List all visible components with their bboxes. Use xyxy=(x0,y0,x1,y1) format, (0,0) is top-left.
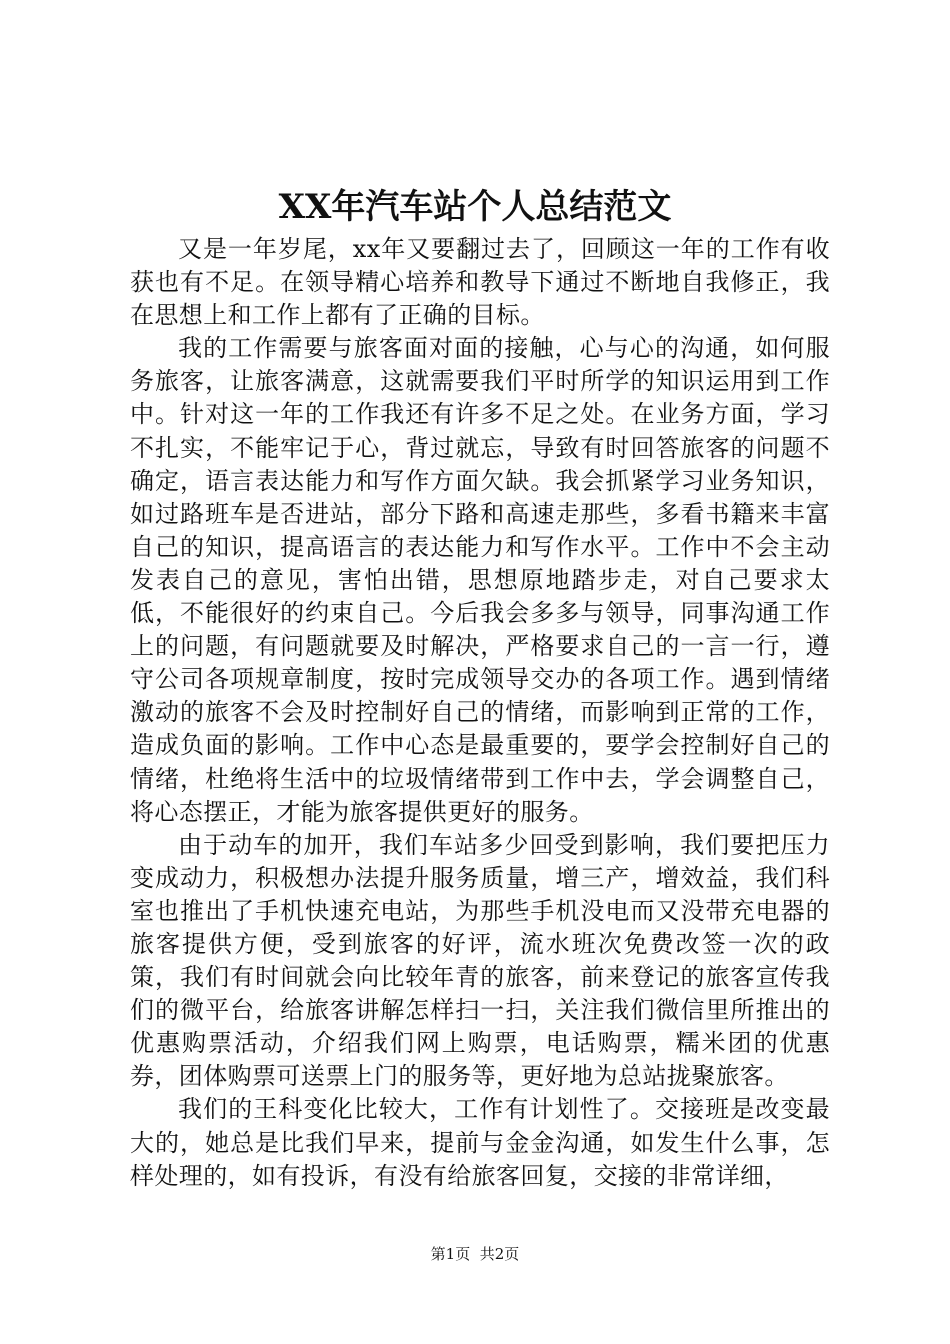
paragraph-3: 由于动车的加开，我们车站多少回受到影响，我们要把压力变成动力，积极想办法提升服务质量，增三产，增效益，我们科室也推出了手机快速充电站，为那些手机没电而又没带充电器的旅客提供方便，受到旅客的好评，流水班次免费改签一次的政策，我们有时间就会向比较年青的旅客，前来登记的旅客宣传我们的微平台，给旅客讲解怎样扫一扫，关注我们微信里所推出的优惠购票活动，介绍我们网上购票，电话购票，糯米团的优惠券，团体购票可送票上门的服务等，更好地为总站拢聚旅客。 xyxy=(130,830,830,1091)
footer-spacer xyxy=(470,1245,480,1263)
document-title: XX年汽车站个人总结范文 xyxy=(278,187,672,227)
paragraph-4: 我们的王科变化比较大，工作有计划性了。交接班是改变最大的，她总是比我们早来，提前与金金沟通，如发生什么事，怎样处理的，如有投诉，有没有给旅客回复，交接的非常详细， xyxy=(130,1095,830,1190)
page-total: 共2页 xyxy=(479,1245,520,1263)
paragraph-2: 我的工作需要与旅客面对面的接触，心与心的沟通，如何服务旅客，让旅客满意，这就需要我们平时所学的知识运用到工作中。针对这一年的工作我还有许多不足之处。在业务方面，学习不扎实，不能牢记于心，背过就忘，导致有时回答旅客的问题不确定，语言表达能力和写作方面欠缺。我会抓紧学习业务知识，如过路班车是否进站，部分下路和高速走那些，多看书籍来丰富自己的知识，提高语言的表达能力和写作水平。工作中不会主动发表自己的意见，害怕出错，思想原地踏步走，对自己要求太低，不能很好的约束自己。今后我会多多与领导，同事沟通工作上的问题，有问题就要及时解决，严格要求自己的一言一行，遵守公司各项规章制度，按时完成领导交办的各项工作。遇到情绪激动的旅客不会及时控制好自己的情绪，而影响到正常的工作，造成负面的影响。工作中心态是最重要的，要学会控制好自己的情绪，杜绝将生活中的垃圾情绪带到工作中去，学会调整自己，将心态摆正，才能为旅客提供更好的服务。 xyxy=(130,334,830,826)
page-number: 第1页 xyxy=(430,1245,471,1263)
document-body xyxy=(130,233,830,1193)
page-footer xyxy=(0,1242,950,1266)
paragraph-1: 又是一年岁尾，xx年又要翻过去了，回顾这一年的工作有收获也有不足。在领导精心培养和教导下通过不断地自我修正，我在思想上和工作上都有了正确的目标。 xyxy=(130,235,830,330)
